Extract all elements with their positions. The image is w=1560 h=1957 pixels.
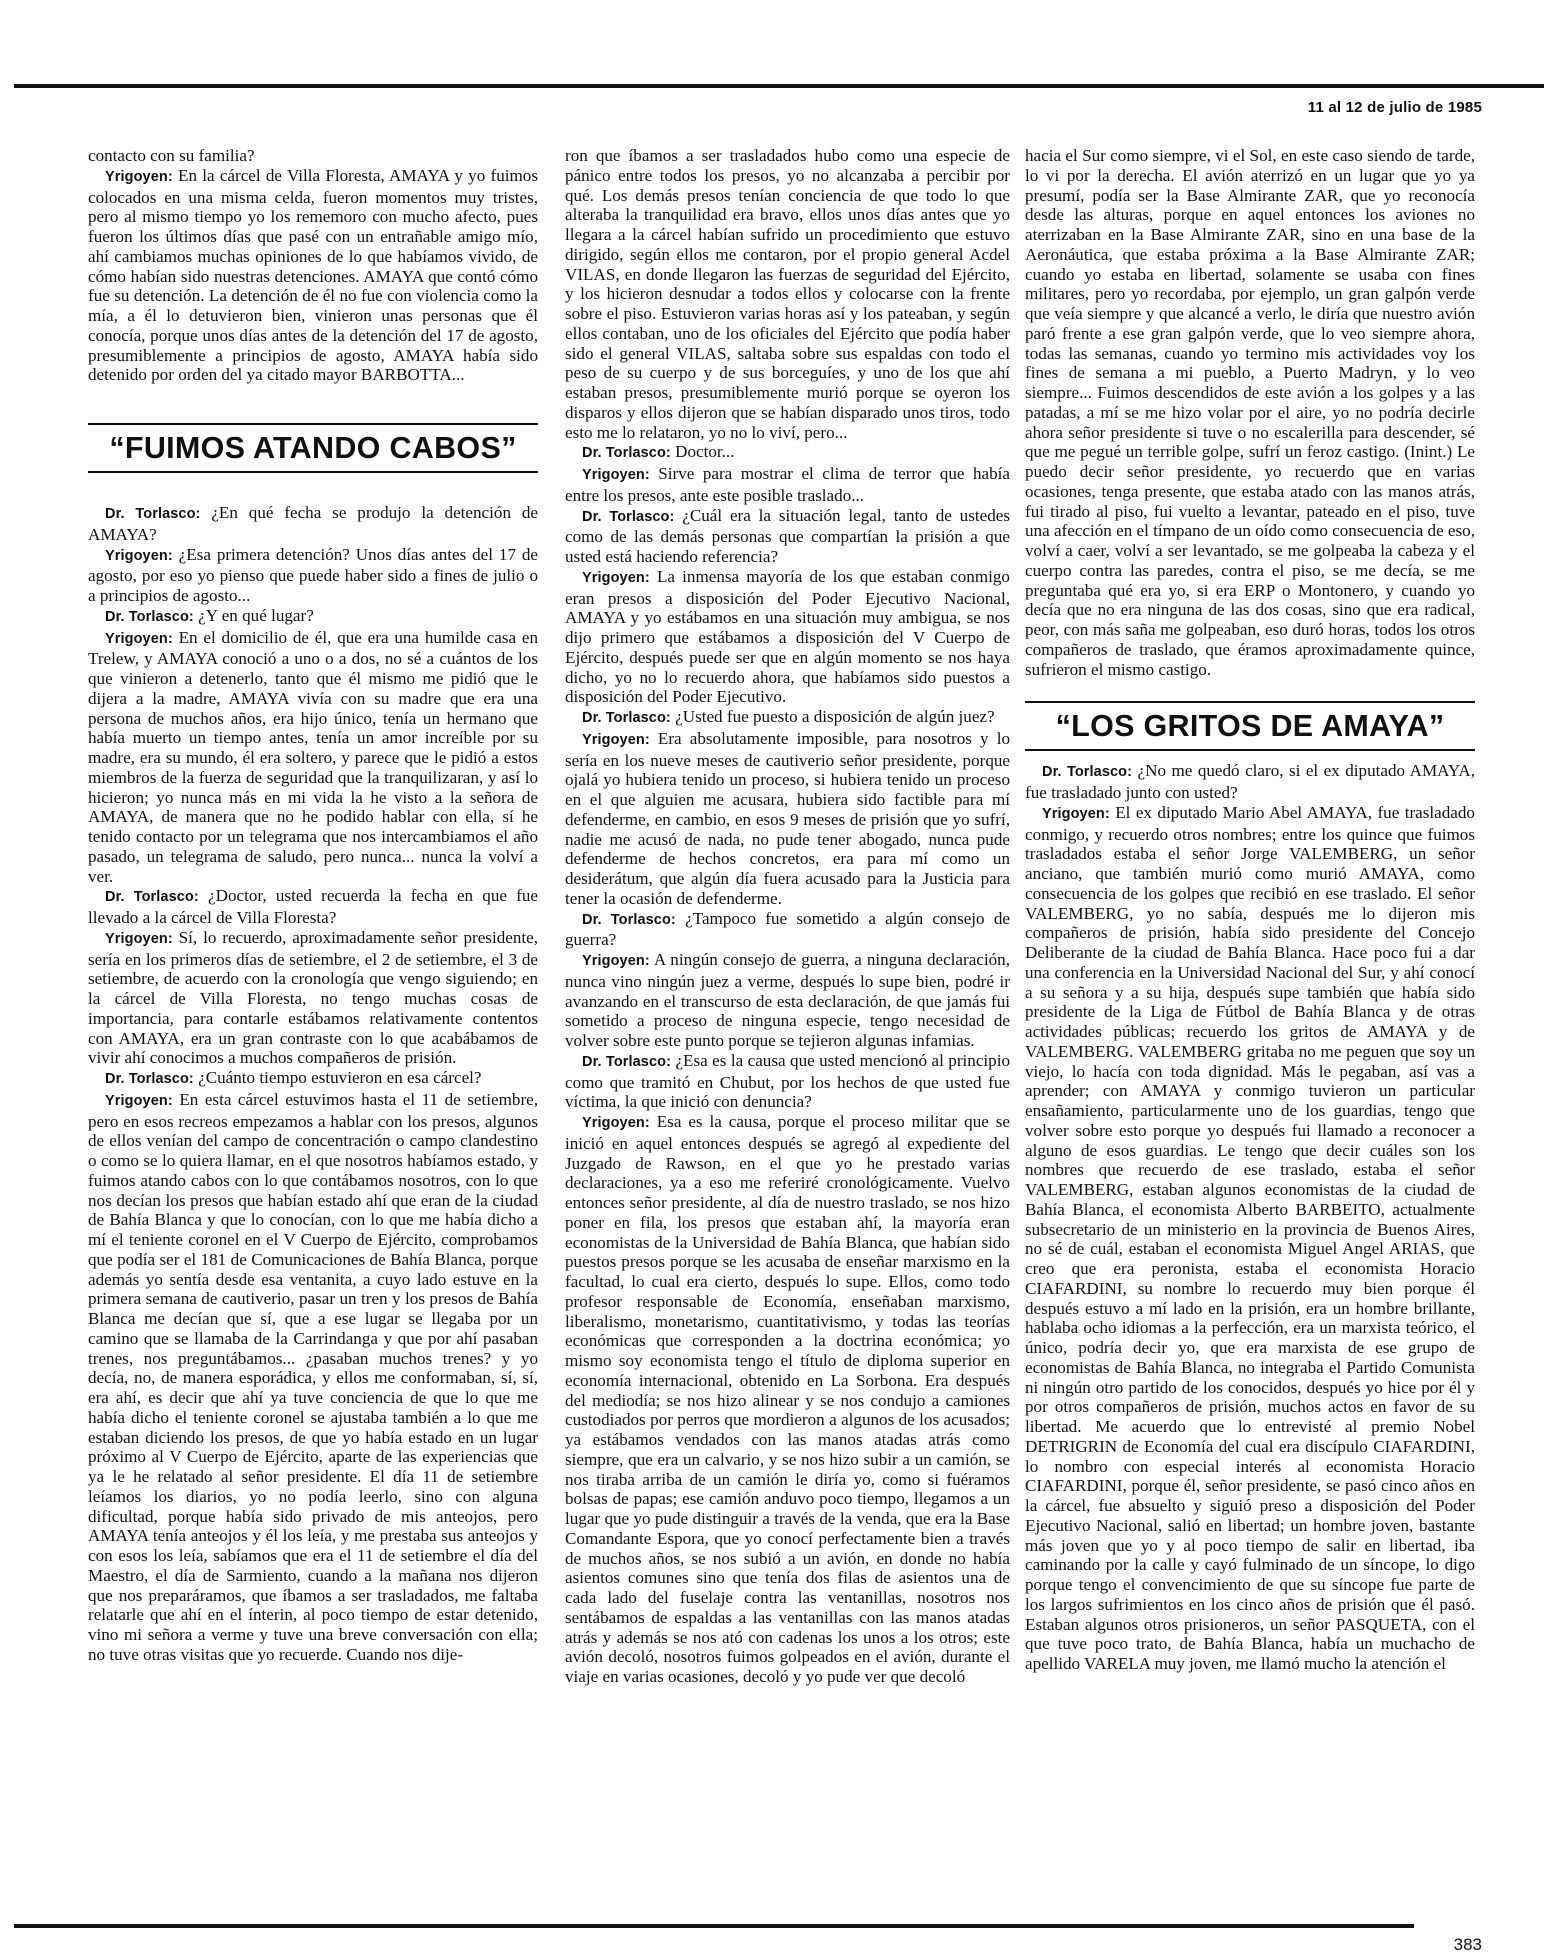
top-rule xyxy=(14,84,1544,88)
paragraph xyxy=(565,909,1010,951)
text: Sirve para mostrar el clima de terror que había entre los presos, ante este posible traslado... xyxy=(565,464,1010,505)
speaker-label: Yrigoyen: xyxy=(582,569,650,586)
text: ¿Esa primera detención? Unos días antes del 17 de agosto, por eso yo pienso que puede haber sido a fines de julio o a principios de agosto... xyxy=(88,544,539,605)
paragraph xyxy=(1025,761,1475,803)
column-2 xyxy=(565,146,1010,1687)
text: hacia el Sur como siempre, vi el Sol, en este caso siendo de tarde, lo vi por la derecha. El avión aterrizó en un lugar que yo ya presumí, podía ser la Base Almirante ZAR, que yo reconocía desde las alturas, porque en aquel entonces los aviones no aterrizaban en la Base Almirante ZAR, sino en una base de la Aeronáutica, que estaba próxima a la Base Almirante ZAR; cuando yo estaba en libertad, solamente se usaba con fines militares, pero yo recordaba, por ejemplo, un gran galpón verde que veía siempre y que alcancé a verlo, le diría que nuestro avión paró frente a ese gran galpón verde, que lo veo siempre ahora, todas las semanas, cuando yo termino mis actividades voy los fines de semana a mi pueblo, a Puerto Madryn, y lo veo siempre... Fuimos descendidos de este avión a los golpes y a las patadas, a mí se me hizo volar por el aire, yo no podría decirle ahora señor presidente si tuve o no escalerilla para descender, sé que me pegué un terrible golpe, sufrí un feroz castigo. (Inint.) Le puedo decir señor presidente, yo recuerdo que en varias ocasiones, tenga presente, que estaba atado con las manos atrás, fui tirado al piso, fui vuelto a levantar, pateado en el piso, tuve una afección en el tímpano de un oído como consecuencia de eso, volví a caer, volví a ser levantado, se me golpeaba la cabeza y el cuerpo contra las paredes, contra el piso, se me decía, se me preguntaba qué era yo, si era ERP o Montonero, y cuando yo decía que no era ninguna de las dos cosas, sino que era radical, peor, con más saña me golpeaban, eso duró horas, todos los otros compañeros de traslado, que éramos aproximadamente quince, sufrieron el mismo castigo. xyxy=(1025,146,1475,679)
issue-date: 11 al 12 de julio de 1985 xyxy=(1307,99,1482,116)
text: ¿Usted fue puesto a disposición de algún juez? xyxy=(675,707,995,726)
paragraph xyxy=(565,442,1010,464)
speaker-label: Yrigoyen: xyxy=(582,953,650,969)
paragraph xyxy=(1025,146,1475,679)
text: Sí, lo recuerdo, aproximadamente señor presidente, sería en los primeros días de setiembre, el 2 de setiembre, el 3 de setiembre, de acuerdo con la cronología que vengo siguiendo; en la cárcel de Villa Floresta, no tengo muchas cosas de importancia, para contarle estábamos relativamente contentos con AMAYA, era un gran contraste con lo que acabábamos de vivir ahí conocimos a muchos compañeros de prisión. xyxy=(88,927,538,1068)
page-number: 383 xyxy=(1453,1935,1482,1954)
paragraph xyxy=(565,950,1010,1051)
paragraph xyxy=(88,503,538,545)
text: A ningún consejo de guerra, a ninguna declaración, nunca vino ningún juez a verme, después lo supe bien, podré ir avanzando en el transcurso de esta declaración, de que jamás fui sometido a proceso de ninguna especie, tengo necesidad de volver sobre este punto porque se tejieron algunas infamias. xyxy=(565,950,1010,1050)
paragraph xyxy=(565,1051,1010,1112)
paragraph xyxy=(88,886,538,928)
speaker-label: Dr. Torlasco: xyxy=(105,889,199,906)
paragraph xyxy=(565,146,1010,442)
speaker-label: Yrigoyen: xyxy=(582,731,650,748)
paragraph xyxy=(88,928,538,1068)
paragraph xyxy=(88,628,538,887)
paragraph xyxy=(88,146,538,166)
paragraph xyxy=(88,545,538,606)
paragraph xyxy=(565,567,1010,707)
paragraph xyxy=(565,506,1010,567)
text: En la cárcel de Villa Floresta, AMAYA y yo fuimos colocados en una misma celda, fueron momentos muy tristes, pero al mismo tiempo yo los rememoro con mucho afecto, pues fueron los últimos días que pasé con un entrañable amigo mío, ahí cambiamos muchas opiniones de lo que habíamos vivido, de cómo habían sido nuestras detenciones. AMAYA que contó cómo fue su detención. La detención de él no fue con violencia como la mía, a él lo detuvieron bien, vinieron unas personas que él conocía, porque unos días antes de la detención del 17 de agosto, presumiblemente a principios de agosto, AMAYA había sido detenido por orden del ya citado mayor BARBOTTA... xyxy=(88,165,538,385)
text: ron que íbamos a ser trasladados hubo como una especie de pánico entre todos los presos, yo no alcanzaba a percibir por qué. Los demás presos tenían conciencia de que todo lo que alteraba la tranquilidad era bravo, ellos unos días antes que yo llegara a la cárcel habían sufrido un procedimiento que estuvo dirigido, según ellos me contaron, por el propio general Acdel VILAS, en donde llegaron las fuerzas de seguridad del Ejército, y los hicieron desnudar a todos ellos y colocarse con la frente sobre el piso. Estuvieron varias horas así y los pateaban, y según ellos contaban, uno de los oficiales del Ejército que podía haber sido el general VILAS, saltaba sobre sus espaldas con todo el peso de su cuerpo y de sus borceguíes, y uno de los que ahí estaban presos, presumiblemente murió porque se oyeron los disparos y ellos dijeron que se habían disparado unos tiros, todo esto me lo relataron, yo no lo viví, pero... xyxy=(565,146,1010,442)
paragraph xyxy=(565,707,1010,729)
speaker-label: Yrigoyen: xyxy=(105,1092,173,1109)
speaker-label: Dr. Torlasco: xyxy=(582,911,676,928)
speaker-label: Dr. Torlasco: xyxy=(105,1071,194,1087)
paragraph xyxy=(565,729,1010,909)
speaker-label: Dr. Torlasco: xyxy=(582,445,671,462)
text: ¿Doctor, usted recuerda la fecha en que fue llevado a la cárcel de Villa Floresta? xyxy=(88,886,538,927)
text: En el domicilio de él, que era una humilde casa en Trelew, y AMAYA conoció a uno o a dos, no sé a cuántos de los que vinieron a detenerlo, tanto que él mismo me pidió que le dijera a la madre, AMAYA vivía con su madre que era una persona de muchos años, era hijo único, tenía un hermano que había muerto un tiempo antes, tenía un amor increíble por su madre, era su mundo, él era soltero, y parece que le pidió a estos miembros de la fuerza de seguridad que la tranquilizaran, y así lo hicieron; yo nunca más en mi vida la he visto a la señora de AMAYA, de manera que no he podido hablar con ella, sí he tenido contacto por un telegrama que nos intercambiamos el año pasado, un telegrama de saludo, pero nunca... nunca la volví a ver. xyxy=(88,627,538,886)
speaker-label: Yrigoyen: xyxy=(105,630,173,647)
section-heading: “LOS GRITOS DE AMAYA” xyxy=(1025,701,1475,751)
speaker-label: Yrigoyen: xyxy=(582,1115,650,1131)
speaker-label: Dr. Torlasco: xyxy=(582,508,675,525)
text: ¿Cuánto tiempo estuvieron en esa cárcel? xyxy=(198,1068,482,1087)
speaker-label: Yrigoyen: xyxy=(105,547,173,564)
bottom-rule xyxy=(14,1924,1414,1928)
speaker-label: Dr. Torlasco: xyxy=(582,1053,672,1070)
text: ¿Y en qué lugar? xyxy=(198,605,314,625)
speaker-label: Dr. Torlasco: xyxy=(1042,764,1133,781)
text: ¿Esa es la causa que usted mencionó al principio como que tramitó en Chubut, por los hechos de que usted fue víctima, la que inició con denuncia? xyxy=(565,1050,1010,1112)
section-heading: “FUIMOS ATANDO CABOS” xyxy=(88,423,538,473)
text: Esa es la causa, porque el proceso militar que se inició en aquel entonces después se agregó al expediente del Juzgado de Rawson, en el que yo he prestado varias declaraciones, ya a eso me referiré cronológicamente. Vuelvo entonces señor presidente, al día de nuestro traslado, se nos hizo poner en fila, los presos que estaban ahí, la mayoría eran economistas de la Universidad de Bahía Blanca, que habían sido puestos presos porque se les acusaba de enseñar marxismo en la facultad, lo cual era cierto, después lo supe. Ellos, como todo profesor responsable de Economía, enseñaban marxismo, liberalismo, monetarismo, cuantitativismo, y todas las teorías económicas que corresponden a la doctrina económica; yo mismo soy economista tengo el título de diploma superior en economía internacional, obtenido en La Sorbona. Era después del mediodía; se nos hizo alinear y se nos condujo a camiones custodiados por perros que mordieron a algunos de los acusados; ya estábamos vendados con las manos atadas atrás como siempre, que era un calvario, y se nos hizo subir a un camión, se nos tiraba arriba de un camión le diría yo, como si fuéramos bolsas de papas; ese camión anduvo poco tiempo, llegamos a un lugar que yo pude distinguir a través de la venda, que era la Base Comandante Espora, que yo conocí perfectamente bien a través de muchos años, se nos subió a un avión, en donde no había asientos comunes sino que tenía dos filas de asientos una de cada lado del fuselaje contra las ventanillas, nosotros nos sentábamos de espaldas a las ventanillas con las manos atadas atrás y además se nos ató con cadenas los unos a los otros; este avión decoló, nosotros fuimos golpeados en el avión, durante el viaje en varias ocasiones, decoló y yo pude ver que decoló xyxy=(565,1112,1011,1686)
column-1 xyxy=(88,146,538,1665)
text: Doctor... xyxy=(675,442,735,462)
text: En esta cárcel estuvimos hasta el 11 de setiembre, pero en esos recreos empezamos a hablar con los presos, algunos de ellos venían del campo de concentración o campo clandestino o como se lo quiera llamar, en el que nosotros habíamos estado, y fuimos atando cabos con lo que contábamos nosotros, con lo que nos decían los presos que habían estado ahí que eran de la ciudad de Bahía Blanca y que lo conocían, con lo que me había dicho a mí el teniente coronel en el V Cuerpo de Ejército, comprobamos que podía ser el 181 de Comunicaciones de Bahía Blanca, porque además yo sentía desde esa ventanita, a cuyo lado estuve en la primera semana de cautiverio, pasar un tren y los presos de Bahía Blanca me decían que sí, que a ese lugar se llegaba por un camino que se llamaba de la Carrindanga y que por ahí pasaban trenes, nos preguntábamos... ¿pasaban muchos trenes? y yo decía, no, de manera esporádica, y ellos me conformaban, sí, sí, era ahí, es decir que ahí ya tuve conciencia de que lo que me había dicho el teniente coronel se ajustaba también a lo que me estaban diciendo los presos, de que yo había estado en un lugar próximo al V Cuerpo de Ejército, aparte de las experiencias que ya le he relatado al señor presidente. El día 11 de setiembre leíamos los diarios, yo no podía leerlo, sino con alguna dificultad, porque había sido privado de mis anteojos, pero AMAYA tenía anteojos y él los leía, y me prestaba sus anteojos y con esos los leía, sabíamos que era el 11 de setiembre el día del Maestro, el día de Sarmiento, cuando a la mañana nos dijeron que nos preparáramos, que íbamos a ser trasladados, me faltaba relatarle que ahí en el ínterin, al poco tiempo de estar detenido, vino mi señora a verme y tuve una breve conversación con ella; no tuve otras visitas que yo recuerde. Cuando nos dije- xyxy=(88,1089,538,1664)
paragraph xyxy=(1025,803,1475,1674)
paragraph xyxy=(88,166,538,385)
text: ¿Tampoco fue sometido a algún consejo de guerra? xyxy=(565,908,1010,950)
speaker-label: Yrigoyen: xyxy=(105,930,173,947)
paragraph xyxy=(565,464,1010,506)
speaker-label: Dr. Torlasco: xyxy=(105,506,201,522)
text: ¿Cuál era la situación legal, tanto de ustedes como de las demás personas que compartían la prisión a que usted está haciendo referencia? xyxy=(565,505,1010,566)
speaker-label: Dr. Torlasco: xyxy=(582,710,671,726)
text: ¿En qué fecha se produjo la detención de AMAYA? xyxy=(88,503,538,544)
speaker-label: Yrigoyen: xyxy=(582,467,650,483)
speaker-label: Yrigoyen: xyxy=(105,168,173,185)
paragraph xyxy=(88,606,538,628)
paragraph xyxy=(88,1090,538,1665)
speaker-label: Dr. Torlasco: xyxy=(105,608,194,625)
speaker-label: Yrigoyen: xyxy=(1042,805,1110,822)
column-3 xyxy=(1025,146,1475,1674)
text: El ex diputado Mario Abel AMAYA, fue trasladado conmigo, y recuerdo otros nombres; entre los quince que fuimos trasladados estaba el señor Jorge VALEMBERG, un señor anciano, que también murió como murió AMAYA, como consecuencia de los golpes que recibió en ese traslado. El señor VALEMBERG, yo no sabía, después me lo dijeron mis compañeros de prisión, había sido presidente del Concejo Deliberante de la ciudad de Bahía Blanca. Hace poco fui a dar una conferencia en la Universidad Nacional del Sur, y ahí conocí a su señora y a su hija, después supe también que había sido presidente de la Liga de Fútbol de Bahía Blanca y de otras actividades públicas; recuerdo los gritos de AMAYA y de VALEMBERG. VALEMBERG gritaba no me peguen que soy un viejo, lo hacía con toda dignidad. Más le pegaban, así vas a aprender; con AMAYA y conmigo tuvieron un particular ensañamiento, particularmente uno de los guardias, tengo que volver sobre esto porque yo después fui llamado a reconocer a alguno de esos guardias. Le tengo que decir cuáles son los nombres que recuerdo de ese traslado, estaba el señor VALEMBERG, estaban algunos economistas de la ciudad de Bahía Blanca, el economista Alberto BARBEITO, actualmente subsecretario de un ministerio en la provincia de Buenos Aires, no sé de cuál, estaban el economista Miguel Angel ARIAS, que creo que era peronista, estaba el economista Horacio CIAFARDINI, su nombre lo recuerdo muy bien porque él después estuvo a mí lado en la prisión, era un hombre brillante, hablaba ocho idiomas a la perfección, era un marxista teórico, el único, podría decir yo, que era marxista de ese grupo de economistas de Bahía Blanca, no integraba el Partido Comunista ni ningún otro partido de los conocidos, después yo hice por él y por otros compañeros de prisión, muchos actos en favor de su libertad. Me acuerdo que lo entrevisté al premio Nobel DETRIGRIN de Economía del cual era discípulo CIAFARDINI, lo nombro con especial interés al economista Horacio CIAFARDINI, porque él, señor presidente, se pasó cinco años en la cárcel, fue absuelto y siguió preso a disposición del Poder Ejecutivo Nacional, salió en libertad; un hombre joven, bastante más joven que yo y al poco tiempo de salir en libertad, iba caminando por la calle y cayó fulminado de un síncope, lo digo porque tengo el convencimiento de que su síncope fue parte de los largos sufrimientos en los cinco años de prisión que él pasó. Estaban algunos otros prisioneros, un señor PASQUETA, con el que tuve poco trato, de Bahía Blanca, había un muchacho de apellido VARELA muy joven, me llamó mucho la atención el xyxy=(1025,802,1475,1673)
paragraph xyxy=(565,1112,1010,1687)
text: contacto con su familia? xyxy=(88,146,255,165)
text: ¿No me quedó claro, si el ex diputado AMAYA, fue trasladado junto con usted? xyxy=(1025,761,1475,802)
text: Era absolutamente imposible, para nosotros y lo sería en los nueve meses de cautiverio señor presidente, porque ojalá yo hubiera tenido un proceso, si hubiera tenido un proceso en el que alguien me acusara, hubiera sido factible para mí defenderme, en cambio, en esos 9 meses de prisión que yo sufrí, nadie me acusó de nada, no pude tener abogado, nunca pude defenderme de hechos concretos, era para mí como un desiderátum, que algún día fuera acusado para la Justicia para tener la ocasión de defenderme. xyxy=(565,728,1010,908)
paragraph xyxy=(88,1068,538,1090)
text: La inmensa mayoría de los que estaban conmigo eran presos a disposición del Poder Ejecutivo Nacional, AMAYA y yo estábamos en una situación muy ambigua, se nos dijo primero que estábamos a disposición del V Cuerpo de Ejército, después puede ser que en algún momento se nos haya dicho, yo no lo recuerdo ahora, que habíamos sido puestos a disposición del Poder Ejecutivo. xyxy=(565,566,1010,707)
